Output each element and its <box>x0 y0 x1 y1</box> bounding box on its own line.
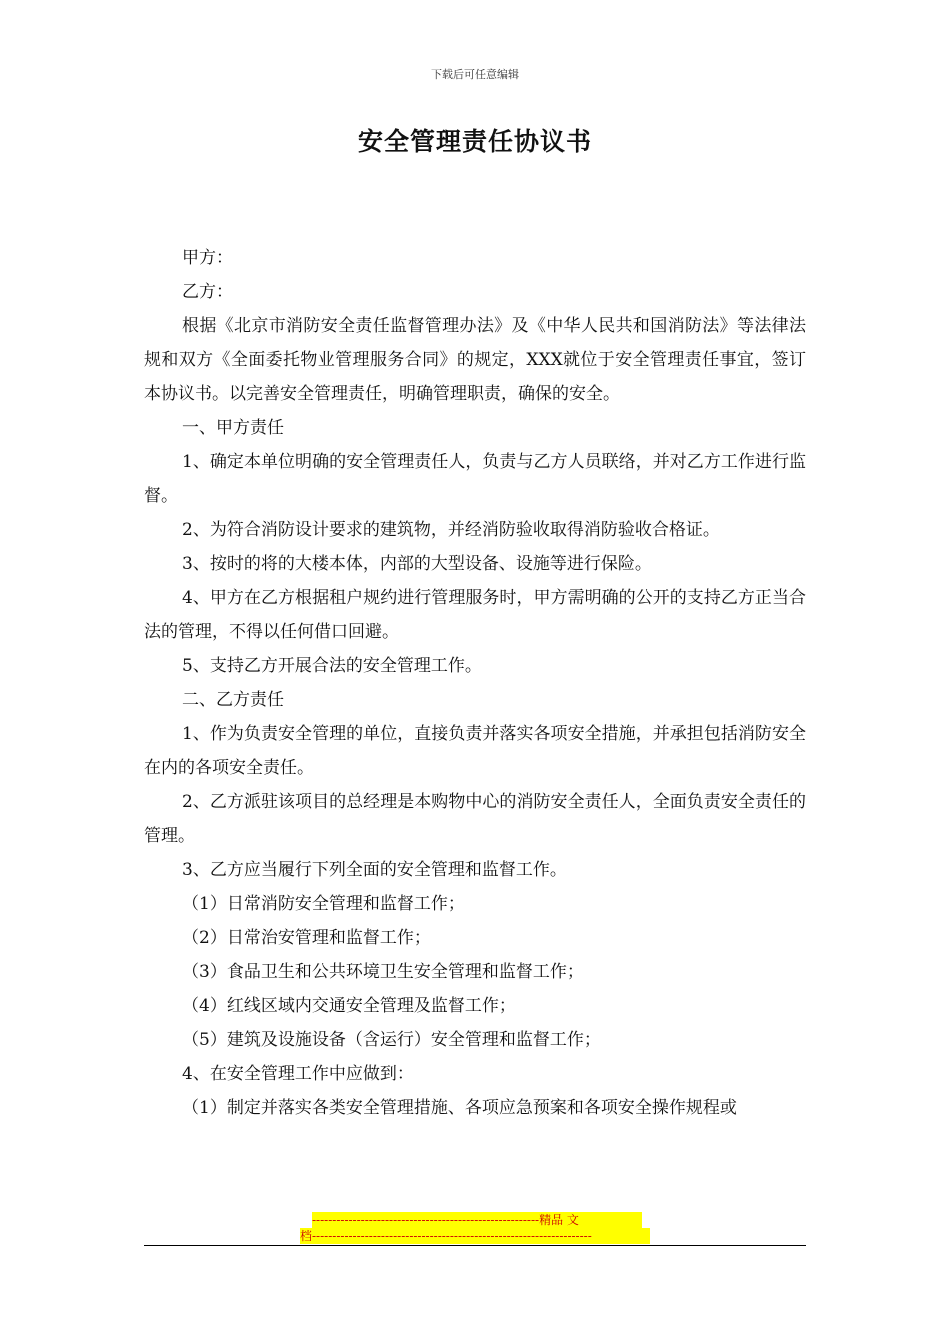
sub-item-3: （3）食品卫生和公共环境卫生安全管理和监督工作； <box>182 962 584 982</box>
intro-paragraph: 根据《北京市消防安全责任监督管理办法》及《中华人民共和国消防法》等法律法规和双方《全面委托物业管理服务合同》的规定，XXX就位于安全管理责任事宜，签订本协议书。以完善安全管理责任，明确管理职责，确保的安全。 <box>144 316 806 404</box>
section-heading-party-a: 一、甲方责任 <box>182 418 284 438</box>
party-b-clause-2: 2、乙方派驻该项目的总经理是本购物中心的消防安全责任人，全面负责安全责任的管理。 <box>144 792 806 846</box>
clause-4-sub-item-1: （1）制定并落实各类安全管理措施、各项应急预案和各项安全操作规程或 <box>182 1098 737 1118</box>
party-b-clause-4: 4、在安全管理工作中应做到： <box>182 1064 414 1084</box>
document-title: 安全管理责任协议书 <box>357 127 592 156</box>
document-body <box>144 241 806 1125</box>
footer-line-2: 档--------------------------------------------------------------------- <box>300 1228 650 1244</box>
sub-item-1: （1）日常消防安全管理和监督工作； <box>182 894 465 914</box>
sub-item-2: （2）日常治安管理和监督工作； <box>182 928 431 948</box>
party-a-clause-1: 1、确定本单位明确的安全管理责任人，负责与乙方人员联络，并对乙方工作进行监督。 <box>144 452 806 506</box>
party-a-clause-2: 2、为符合消防设计要求的建筑物，并经消防验收取得消防验收合格证。 <box>182 520 720 540</box>
party-a-line: 甲方： <box>182 248 233 268</box>
sub-item-5: （5）建筑及设施设备（含运行）安全管理和监督工作； <box>182 1030 601 1050</box>
party-b-line: 乙方： <box>182 282 233 302</box>
party-a-clause-3: 3、按时的将的大楼本体，内部的大型设备、设施等进行保险。 <box>182 554 652 574</box>
party-a-clause-5: 5、支持乙方开展合法的安全管理工作。 <box>182 656 482 676</box>
party-b-clause-1: 1、作为负责安全管理的单位，直接负责并落实各项安全措施，并承担包括消防安全在内的各项安全责任。 <box>144 724 806 778</box>
party-a-clause-4: 4、甲方在乙方根据租户规约进行管理服务时，甲方需明确的公开的支持乙方正当合法的管理，不得以任何借口回避。 <box>144 588 806 642</box>
footer-rule <box>144 1245 806 1246</box>
footer-watermark <box>300 1212 650 1244</box>
footer-line-1: --------------------------------------------------------精品 文 <box>312 1212 642 1228</box>
section-heading-party-b: 二、乙方责任 <box>182 690 284 710</box>
party-b-clause-3: 3、乙方应当履行下列全面的安全管理和监督工作。 <box>182 860 567 880</box>
header-note: 下载后可任意编辑 <box>431 68 519 81</box>
sub-item-4: （4）红线区域内交通安全管理及监督工作； <box>182 996 516 1016</box>
